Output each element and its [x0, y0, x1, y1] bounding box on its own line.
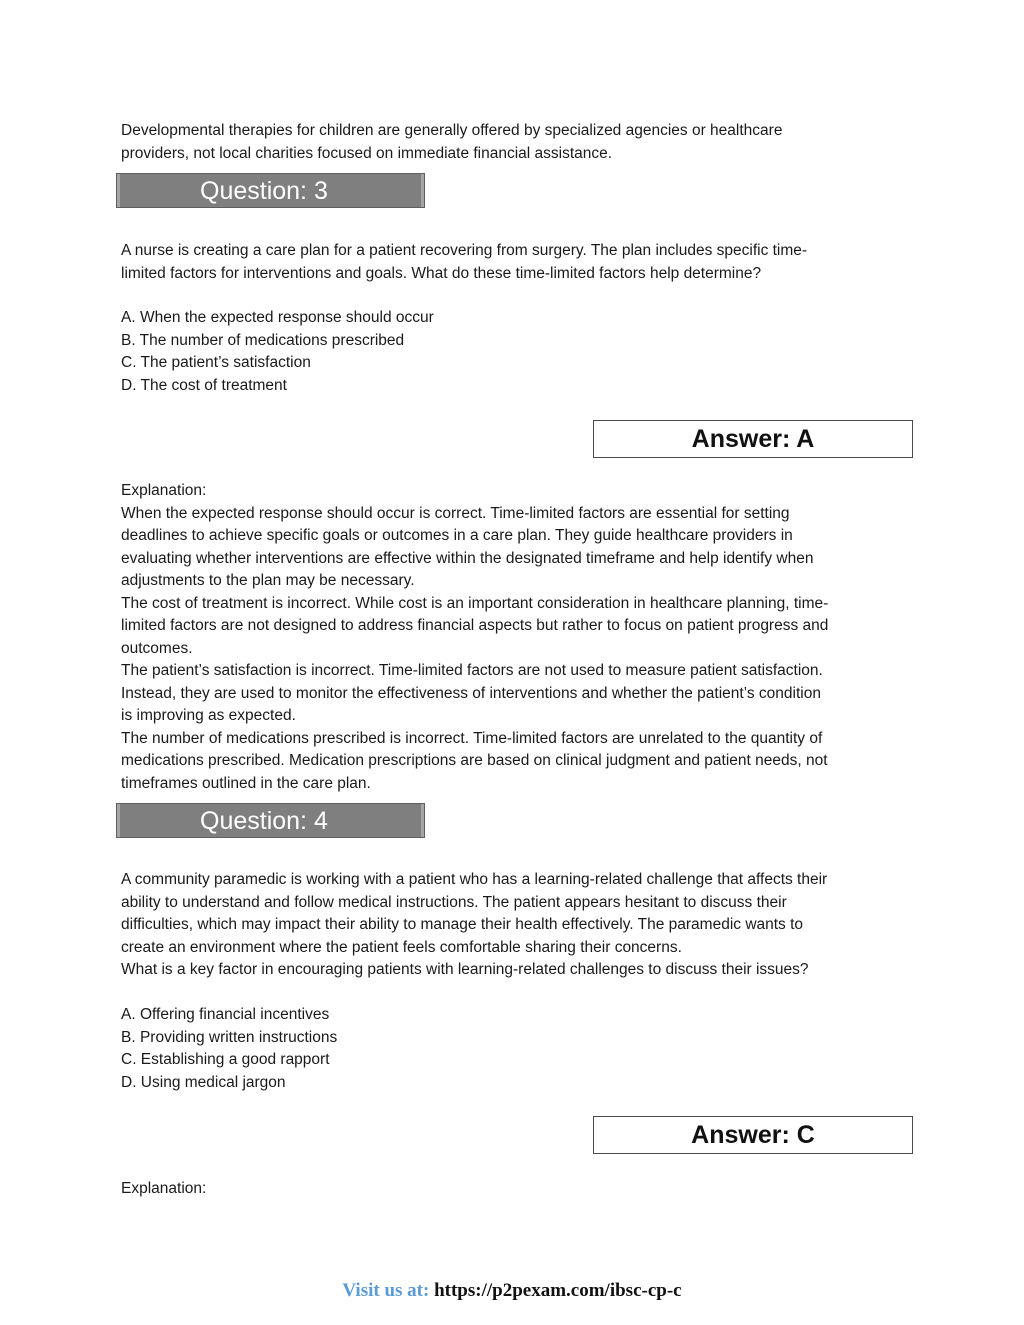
option-d: D. Using medical jargon [121, 1073, 286, 1091]
footer [0, 1280, 1024, 1302]
text-line: deadlines to achieve specific goals or outcomes in a care plan. They guide healthcare providers in [121, 527, 793, 544]
text-line: is improving as expected. [121, 707, 296, 724]
text-line: timeframes outlined in the care plan. [121, 774, 371, 792]
text-line: The cost of treatment is incorrect. While cost is an important consideration in healthcare planning, time- [121, 594, 829, 612]
option-c: C. The patient’s satisfaction [121, 354, 311, 371]
text-line: Developmental therapies for children are generally offered by specialized agencies or healthcare [121, 122, 783, 139]
text-line: The patient’s satisfaction is incorrect. Time-limited factors are not used to measure patient satisfaction. [121, 662, 823, 679]
explanation-label: Explanation: [121, 482, 207, 499]
text-line: adjustments to the plan may be necessary. [121, 572, 415, 589]
question-4-explanation [121, 1178, 911, 1201]
explanation-label: Explanation: [121, 1180, 207, 1197]
option-b: B. The number of medications prescribed [121, 331, 405, 349]
text-line: medications prescribed. Medication prescriptions are based on clinical judgment and patient needs, not [121, 752, 828, 769]
text-line: providers, not local charities focused on immediate financial assistance. [121, 144, 613, 162]
question-3-heading [116, 173, 425, 208]
option-a: A. When the expected response should occur [121, 309, 434, 326]
question-4-heading [116, 803, 425, 838]
text-line: limited factors are not designed to address financial aspects but rather to focus on patient progress and [121, 617, 829, 634]
text-line: limited factors for interventions and goals. What do these time-limited factors help determine? [121, 264, 762, 282]
option-c: C. Establishing a good rapport [121, 1051, 330, 1068]
text-line: ability to understand and follow medical instructions. The patient appears hesitant to discuss their [121, 893, 787, 911]
question-3-explanation [121, 480, 911, 795]
text-line: The number of medications prescribed is incorrect. Time-limited factors are unrelated to the quantity of [121, 729, 823, 747]
question-title: Question: 4 [200, 807, 328, 835]
text-line: A nurse is creating a care plan for a patient recovering from surgery. The plan includes specific time- [121, 242, 808, 259]
text-line: When the expected response should occur is correct. Time-limited factors are essential for setting [121, 504, 790, 522]
question-4-options [121, 1004, 911, 1094]
text-line: What is a key factor in encouraging patients with learning-related challenges to discuss their issues? [121, 961, 809, 978]
intro-paragraph [121, 120, 911, 165]
question-3-stem [121, 240, 911, 285]
question-3-answer: Answer: A [593, 420, 913, 458]
question-4-answer: Answer: C [593, 1116, 913, 1154]
text-line: Instead, they are used to monitor the effectiveness of interventions and whether the patient’s condition [121, 684, 821, 702]
question-4-stem [121, 869, 911, 982]
footer-link[interactable]: https://p2pexam.com/ibsc-cp-c [434, 1280, 682, 1301]
option-d: D. The cost of treatment [121, 376, 287, 394]
option-b: B. Providing written instructions [121, 1028, 338, 1046]
text-line: A community paramedic is working with a patient who has a learning-related challenge that affects their [121, 871, 828, 888]
text-line: difficulties, which may impact their ability to manage their health effectively. The paramedic wants to [121, 916, 804, 933]
footer-label: Visit us at: [342, 1280, 430, 1301]
text-line: outcomes. [121, 639, 193, 657]
option-a: A. Offering financial incentives [121, 1006, 330, 1023]
text-line: create an environment where the patient feels comfortable sharing their concerns. [121, 938, 682, 956]
question-title: Question: 3 [200, 177, 328, 205]
text-line: evaluating whether interventions are effective within the designated timeframe and help identify when [121, 549, 814, 567]
question-3-options [121, 307, 911, 397]
